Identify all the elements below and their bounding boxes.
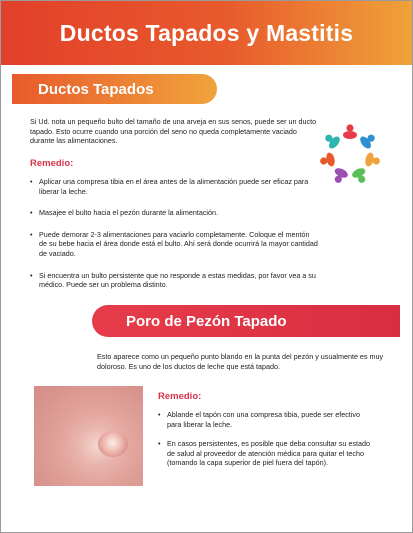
community-circle-logo-icon xyxy=(319,118,381,192)
list-item: • Masajee el bulto hacia el pezón durante la alimentación. xyxy=(30,208,318,218)
title-banner xyxy=(1,1,412,65)
remedio-label-1: Remedio: xyxy=(30,158,74,169)
page-title: Ductos Tapados y Mastitis xyxy=(59,19,354,46)
nipple-bleb-detail xyxy=(98,431,128,457)
list-item: • Aplicar una compresa tibia en el área antes de la alimentación puede ser eficaz para liberar la leche. xyxy=(30,177,318,196)
list-item: • Ablande el tapón con una compresa tibia, puede ser efectivo para liberar la leche. xyxy=(158,410,373,429)
list-item: • En casos persistentes, es posible que deba consultar su estado de salud al proveedor de atención médica para quitar el techo (tomando la capa superior de piel fuera del tapón). xyxy=(158,439,373,468)
section1-remedy-list xyxy=(30,177,318,290)
list-item: • Puede demorar 2-3 alimentaciones para vaciarlo completamente. Coloque el mentón de su bebe hacia el área donde está el bulto. Ahí será donde ocurrirá la mayor cantidad de vaciado. xyxy=(30,230,318,259)
list-item: • Si encuentra un bulto persistente que no responde a estas medidas, por favor vea a su médico. Puede ser un problema distinto. xyxy=(30,271,318,290)
remedio-label-2: Remedio: xyxy=(158,391,202,402)
section2-remedy-list xyxy=(158,410,373,468)
section-heading-poro-pezon: Poro de Pezón Tapado xyxy=(126,312,287,330)
section-banner-poro-pezon xyxy=(92,305,400,337)
section2-intro: Esto aparece como un pequeño punto blando en la punta del pezón y usualmente es muy doloroso. Es uno de los ductos de leche que está tapado. xyxy=(97,352,384,371)
nipple-photo xyxy=(34,386,143,486)
section-banner-ductos-tapados xyxy=(12,74,217,104)
section-heading-ductos-tapados: Ductos Tapados xyxy=(38,80,154,98)
section1-intro: Si Ud. nota un pequeño bulto del tamaño de una arveja en sus senos, puede ser un ducto tapado. Esto ocurre cuando una porción del seno no queda completamente vaciado durante las alimentaciones. xyxy=(30,117,317,146)
